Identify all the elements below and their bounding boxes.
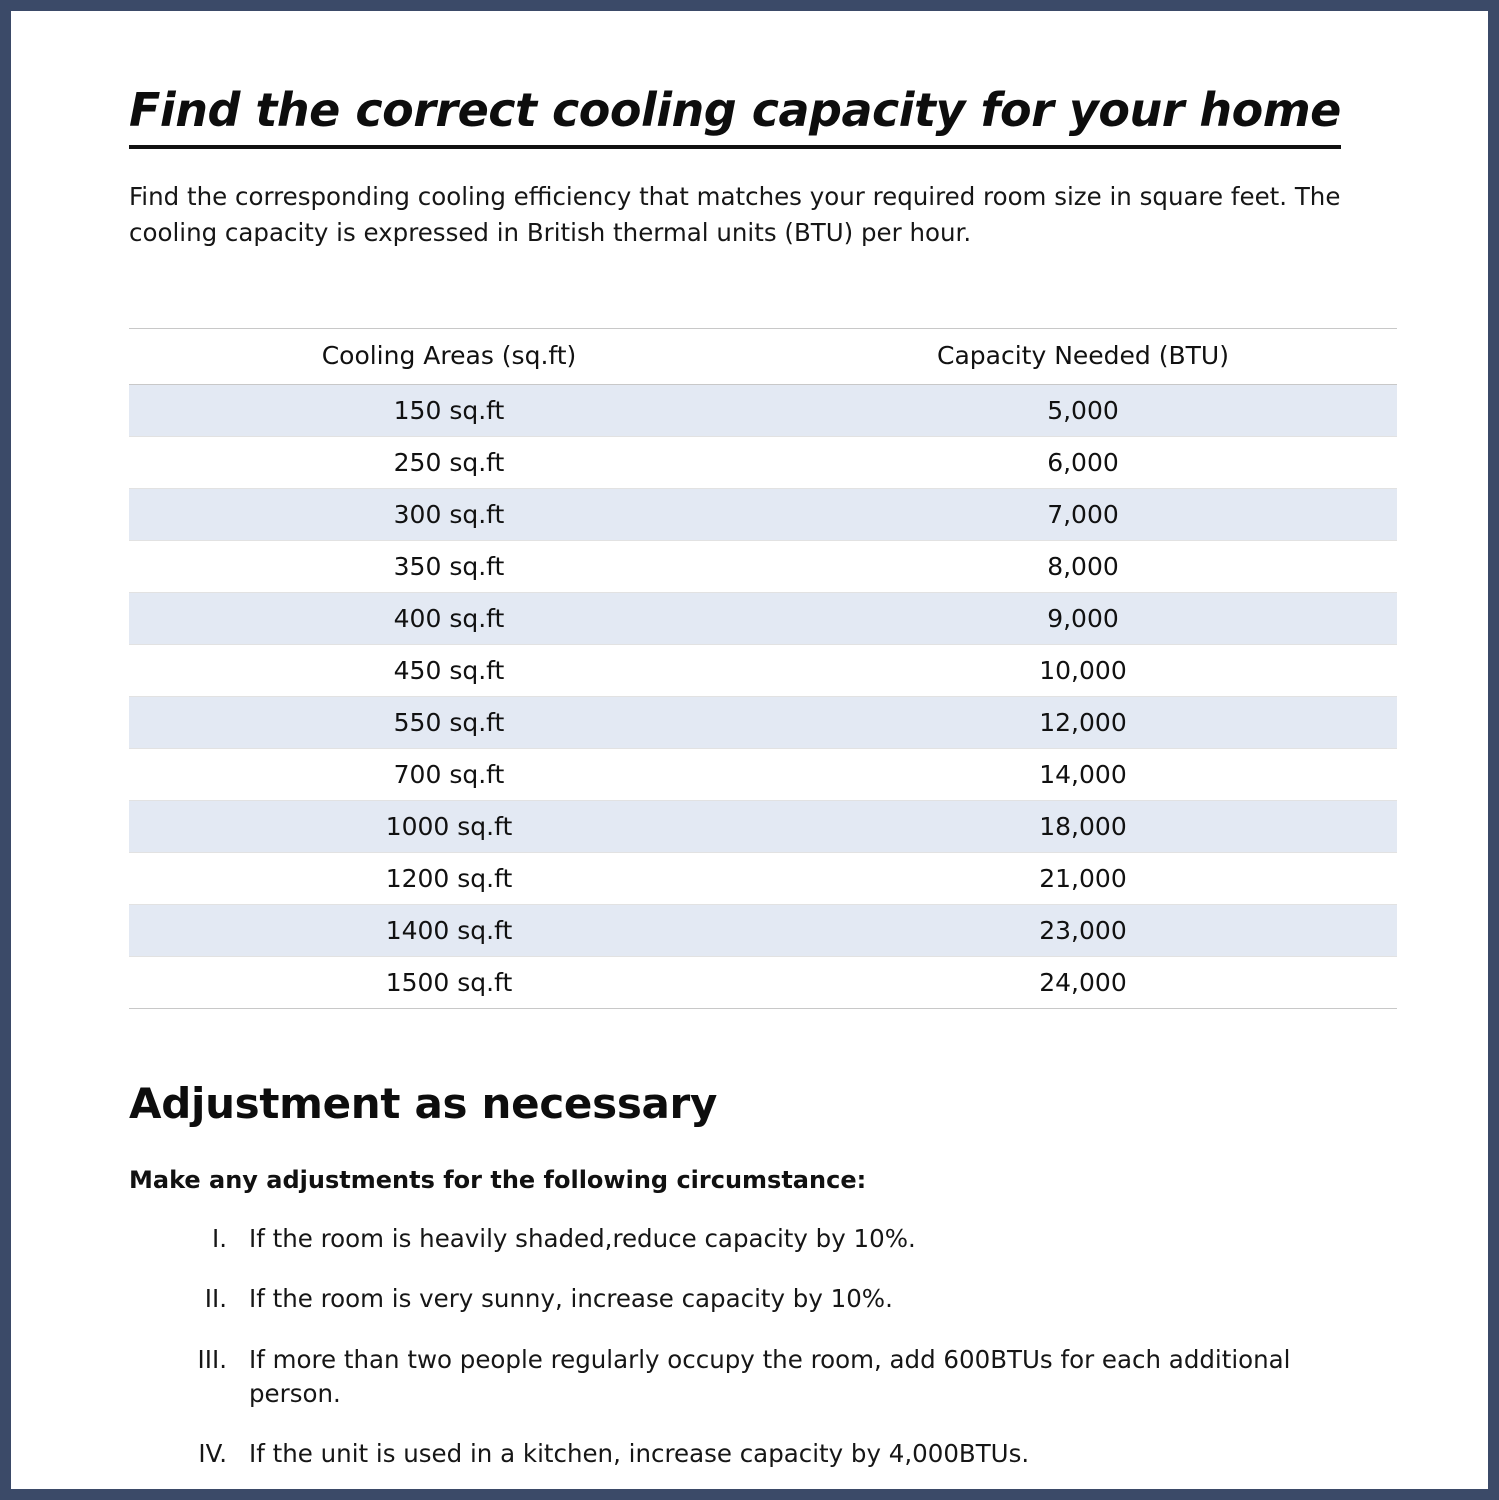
intro-paragraph: Find the corresponding cooling efficiency that matches your required room size in square feet. The cooling capacity is expressed in British thermal units (BTU) per hour.	[129, 182, 1341, 247]
cell-capacity: 6,000	[769, 437, 1397, 489]
cell-capacity: 7,000	[769, 489, 1397, 541]
cell-capacity: 18,000	[769, 801, 1397, 853]
list-item-text: If the unit is used in a kitchen, increase capacity by 4,000BTUs.	[249, 1439, 1030, 1469]
cell-area: 250 sq.ft	[129, 437, 769, 489]
list-item	[191, 1437, 1378, 1471]
cell-capacity: 9,000	[769, 593, 1397, 645]
list-item	[191, 1282, 1378, 1316]
list-item-text: If the room is heavily shaded,reduce capacity by 10%.	[249, 1224, 916, 1254]
cell-area: 300 sq.ft	[129, 489, 769, 541]
cell-capacity: 10,000	[769, 645, 1397, 697]
document-content	[11, 11, 1488, 1489]
list-item-number: II.	[204, 1284, 227, 1314]
cooling-capacity-table	[129, 328, 1397, 1009]
list-item-number: III.	[197, 1344, 227, 1374]
cell-area: 450 sq.ft	[129, 645, 769, 697]
table-row	[129, 749, 1397, 801]
list-item-text: If the room is very sunny, increase capacity by 10%.	[249, 1284, 893, 1314]
cell-area: 1400 sq.ft	[129, 905, 769, 957]
list-item-text: If more than two people regularly occupy the room, add 600BTUs for each additional person.	[249, 1344, 1291, 1408]
table-row	[129, 905, 1397, 957]
cell-area: 550 sq.ft	[129, 697, 769, 749]
list-item-number: I.	[211, 1224, 227, 1254]
table-row	[129, 541, 1397, 593]
cell-area: 350 sq.ft	[129, 541, 769, 593]
table-row	[129, 645, 1397, 697]
cell-capacity: 21,000	[769, 853, 1397, 905]
cell-capacity: 14,000	[769, 749, 1397, 801]
cell-area: 700 sq.ft	[129, 749, 769, 801]
table-row	[129, 385, 1397, 437]
cell-capacity: 5,000	[769, 385, 1397, 437]
table-row	[129, 853, 1397, 905]
list-item-number: IV.	[198, 1439, 227, 1469]
table-row	[129, 489, 1397, 541]
adjustment-lead: Make any adjustments for the following circumstance:	[129, 1166, 867, 1195]
list-item	[191, 1222, 1378, 1256]
column-header-capacity-needed: Capacity Needed (BTU)	[769, 329, 1397, 385]
cell-area: 400 sq.ft	[129, 593, 769, 645]
table-row	[129, 801, 1397, 853]
table-row	[129, 437, 1397, 489]
page-title: Find the correct cooling capacity for your home	[129, 83, 1341, 149]
cell-area: 1500 sq.ft	[129, 957, 769, 1009]
cell-area: 1200 sq.ft	[129, 853, 769, 905]
table-row	[129, 957, 1397, 1009]
adjustment-list	[129, 1222, 1378, 1471]
table-row	[129, 593, 1397, 645]
cell-area: 1000 sq.ft	[129, 801, 769, 853]
list-item	[191, 1343, 1378, 1412]
cell-capacity: 12,000	[769, 697, 1397, 749]
column-header-cooling-areas: Cooling Areas (sq.ft)	[129, 329, 769, 385]
cell-area: 150 sq.ft	[129, 385, 769, 437]
section-title-adjustment: Adjustment as necessary	[129, 1079, 718, 1129]
cell-capacity: 24,000	[769, 957, 1397, 1009]
cell-capacity: 8,000	[769, 541, 1397, 593]
table-header-row	[129, 329, 1397, 385]
table-row	[129, 697, 1397, 749]
cell-capacity: 23,000	[769, 905, 1397, 957]
